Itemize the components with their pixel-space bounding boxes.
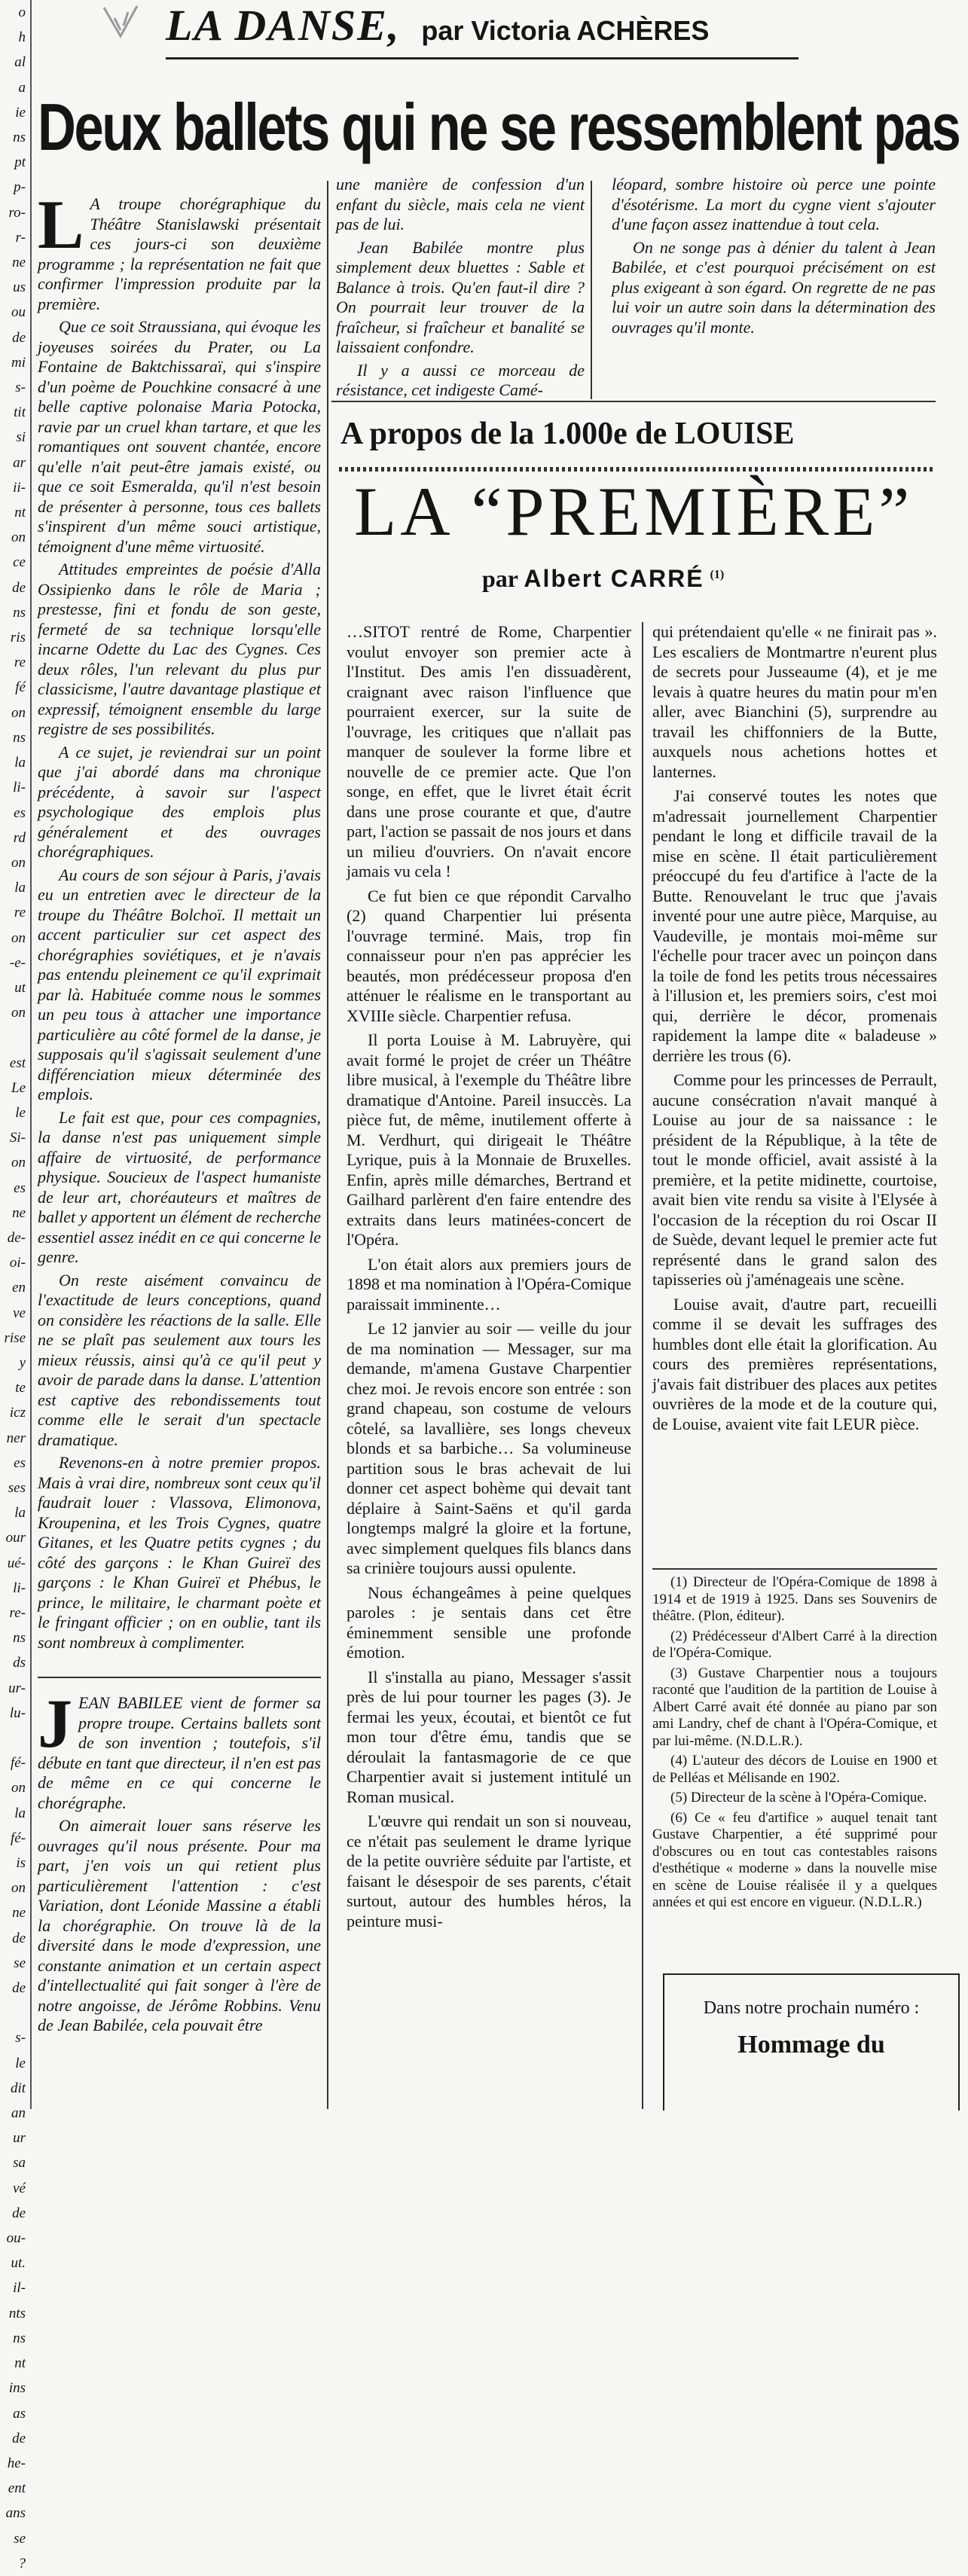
edge-fragment: ué- xyxy=(7,1555,26,1571)
edge-fragment: an xyxy=(11,2105,26,2122)
edge-fragment: Le xyxy=(11,1079,26,1096)
edge-fragment: le xyxy=(15,2055,26,2071)
edge-fragment: ans xyxy=(5,2505,26,2522)
edge-fragment: ve xyxy=(13,1305,26,1321)
edge-fragment: rd xyxy=(13,829,26,846)
paragraph: (1) Directeur de l'Opéra-Comique de 1898 à 1914 et de 1919 à 1925. Dans ses Souvenirs de théâtre. (Plon, éditeur). xyxy=(652,1574,937,1624)
edge-fragment: ns xyxy=(13,1630,26,1647)
article2-kicker: A propos de la 1.000e de LOUISE xyxy=(340,417,795,451)
edge-fragment: ds xyxy=(13,1655,26,1671)
edge-fragment: li- xyxy=(13,1579,26,1596)
edge-fragment: ut xyxy=(14,979,26,996)
paragraph: léopard, sombre histoire où perce une pointe d'ésotérisme. La mort du cygne vient s'ajouter d'une façon assez inattendue à tout cela. xyxy=(612,175,936,233)
edge-fragment: ur xyxy=(13,2130,26,2147)
edge-fragment: de xyxy=(12,2430,26,2446)
dropcap-j: J xyxy=(38,1685,72,1762)
article2-title: LA “PREMIÈRE” xyxy=(354,473,914,550)
headline: Deux ballets qui ne se ressemblent pas xyxy=(38,90,960,164)
edge-fragment: lu- xyxy=(9,1705,26,1721)
edge-fragment: sa xyxy=(13,2155,26,2172)
paragraph: …SITOT rentré de Rome, Charpentier voulut envoyer son premier acte à l'Institut. Des amis l'en dissuadèrent, craignant avec raison l'influence que pourraient exercer, sur la suite de l'ouvrage, les critiques que n'allait pas manquer de soulever la forme libre et nouvelle de ce premier acte. Que l'on songe, en effet, que le livret était écrit dans une prose courante et que, d'autre part, l'action se passait de nos jours et dans un milieu d'ouvriers. On n'avait encore jamais vu cela ! xyxy=(347,622,631,881)
paragraph: On ne songe pas à dénier du talent à Jean Babilée, et c'est pourquoi précisément on est plus exigeant à son égard. On regrette de ne pas lui voir un autre soin dans la détermination des ouvrages qu'il monte. xyxy=(612,237,936,337)
edge-fragment: ie xyxy=(15,104,26,121)
edge-fragment: dit xyxy=(10,2080,26,2096)
edge-fragment: ses xyxy=(8,1479,26,1496)
edge-fragment: s- xyxy=(15,380,26,396)
paragraph: Il porta Louise à M. Labruyère, qui avait formé le projet de créer un Théâtre libre musical, à l'exemple du Théâtre libre dramatique d'Antoine. Pareil insuccès. La pièce fut, de même, inutilement offerte à M. Verdhurt, qui dirigeait le Théâtre Lyrique, puis à la Monnaie de Bruxelles. Enfin, après mille démarches, Bertrand et Gailhard parlèrent d'en faire entendre des extraits dans leurs matinées-concert de l'Opéra. xyxy=(347,1030,631,1249)
paragraph: On reste aisément convaincu de l'exactitude de leurs conceptions, quand on considère les réactions de la salle. Elle ne se plaît pas seulement aux tours les mieux réussis, ainsi qu'à ce qu'il peut y avoir de parade dans la danse. L'attention est captive des rebondissements tout comme elle le serait d'un spectacle dramatique. xyxy=(38,1270,321,1449)
edge-fragment: ou- xyxy=(6,2230,26,2247)
paragraph: Ce fut bien ce que répondit Carvalho (2) quand Charpentier lui présenta l'ouvrage terminé. Mais, trop fin connaisseur pour n'en pas apprécier les beautés, mon prédécesseur proposa d'en atténuer le réalisme en le transportant au XVIIIe siècle. Charpentier refusa. xyxy=(347,886,631,1025)
edge-fragment: es xyxy=(14,1454,26,1471)
dropcap-l: L xyxy=(38,186,84,263)
edge-fragment: he- xyxy=(7,2455,26,2471)
edge-fragment: la xyxy=(14,1505,26,1521)
edge-fragment: si xyxy=(16,429,26,446)
edge-fragment: as xyxy=(13,2405,26,2422)
edge-fragment: de xyxy=(12,2205,26,2221)
edge-fragment: Si- xyxy=(9,1130,26,1146)
edge-fragment: a xyxy=(18,79,26,96)
edge-fragment: de xyxy=(12,329,26,346)
edge-fragment: icz xyxy=(9,1405,26,1421)
section-byline: par Victoria ACHÈRES xyxy=(421,15,710,46)
paragraph: (4) L'auteur des décors de Louise en 1900 et de Pelléas et Mélisande en 1902. xyxy=(652,1753,937,1786)
left-edge-fragments xyxy=(0,0,30,2571)
next-issue-label: Dans notre prochain numéro : xyxy=(703,1998,920,2018)
edge-fragment: ris xyxy=(10,630,26,646)
left-col-break-rule xyxy=(38,1677,321,1678)
edge-fragment xyxy=(0,1726,30,1750)
edge-fragment: re xyxy=(14,905,26,921)
edge-fragment: de xyxy=(12,1930,26,1946)
edge-fragment: on xyxy=(11,1780,26,1796)
edge-fragment: il- xyxy=(13,2280,26,2297)
section-title: LA DANSE, xyxy=(166,1,401,50)
edge-fragment: on xyxy=(11,854,26,871)
article2-column-a xyxy=(347,622,631,2109)
paragraph: Que ce soit Straussiana, qui évoque les joyeuses soirées du Prater, ou La Fontaine de Baktchissaraï, qui s'inspire d'un poème de Pouchkine consacré à une belle captive polonaise Maria Potocka, ravie par un cruel khan tartare, et que les romantiques ont souvent chantée, encore qu'elle n'ait peut-être jamais existé, ou que ce soit Esmeralda, qu'il n'est besoin de présenter à personne, tous ces ballets s'inspirent d'un même souci artistique, témoignent d'une même virtuosité. xyxy=(38,317,321,556)
article1-middle-column xyxy=(336,175,585,399)
edge-fragment: pt xyxy=(14,154,26,171)
paragraph: Le 12 janvier au soir — veille du jour de ma nomination — Messager, sur ma demande, m'amena Gustave Charpentier chez moi. Je revois encore son entrée : son grand chapeau, son costume de velours côtelé, sa lavallière, ses longs cheveux blonds et sa barbiche… Sa volumineuse partition sous le bras achevait de lui donner cet aspect bohème qui devait tant déplaire à Saint-Saëns et qu'il garda longtemps malgré la gloire et la fortune, avec simplement quelques fils blancs dans sa crinière toujours aussi opulente. xyxy=(347,1319,631,1577)
edge-fragment: on xyxy=(11,1005,26,1021)
paragraph: (2) Prédécesseur d'Albert Carré à la direction de l'Opéra-Comique. xyxy=(652,1628,937,1661)
edge-fragment: ro- xyxy=(8,204,26,221)
edge-fragment: vé xyxy=(13,2180,26,2196)
edge-fragment: ne xyxy=(12,1905,26,1921)
edge-fragment: al xyxy=(14,54,26,71)
edge-fragment: la xyxy=(14,755,26,771)
edge-fragment: en xyxy=(12,1280,26,1296)
article2-notes xyxy=(652,1574,937,1921)
edge-fragment: nt xyxy=(14,505,26,521)
paragraph: On aimerait louer sans réserve les ouvrages qu'il nous présente. Pour ma part, j'en vois un qui retient plus particulièrement l'attention : c'est Variation, dont Léonide Massine a établi la chorégraphie. On trouve là de la diversité dans le mode d'expression, une constante animation et un certain aspect d'intellectualité qui fait songer à l'ère de notre angoisse, de Jérôme Robbins. Venu de Jean Babilée, cela pouvait être xyxy=(38,1816,321,2034)
edge-fragment xyxy=(0,2001,30,2025)
edge-fragment: ne xyxy=(12,255,26,271)
paragraph: A ce sujet, je reviendrai sur un point que j'ai abordé dans ma chronique précédente, à savoir sur l'aspect psychologique des emplois plus généralement et des ouvrages chorégraphiques. xyxy=(38,742,321,861)
paragraph: Au cours de son séjour à Paris, j'avais eu un entretien avec le directeur de la troupe du Théâtre Bolchoï. Il mettait un accent particulier sur cet aspect des chorégraphies soviétiques, et je n'avais pas entendu pleinement ce qu'il exprimait par là. Habituée comme nous le sommes un peu tous à attacher une importance particulière au côté formel de la danse, je supposais qu'il s'agissait seulement d'une différenciation mieux déterminée des emplois. xyxy=(38,865,321,1103)
edge-fragment: ur- xyxy=(8,1680,26,1696)
byline-name: Albert CARRÉ xyxy=(524,565,704,592)
edge-fragment: ns xyxy=(13,604,26,621)
edge-fragment: tit xyxy=(14,404,26,421)
column-rule-2 xyxy=(591,181,592,399)
edge-fragment: on xyxy=(11,1880,26,1897)
paragraph: Louise avait, d'autre part, recueilli comme il se devait les suffrages des humbles dont elle était la glorification. Au cours des premières représentations, j'avais fait distribuer des places aux petites ouvrières de la mode et de la couture qui, de Louise, avaient vite fait LEUR pièce. xyxy=(652,1294,937,1433)
paragraph: Le fait est que, pour ces compagnies, la danse n'est pas uniquement simple affaire de virtuosité, de performance physique. Soucieux de l'aspect humaniste de leur art, choréauteurs et maîtres de ballet y apportent un élément de recherche essentiel assez inédit en ce qui concerne le genre. xyxy=(38,1107,321,1266)
edge-fragment: es xyxy=(14,804,26,821)
edge-fragment: ent xyxy=(8,2480,26,2497)
edge-fragment: rise xyxy=(4,1329,26,1346)
edge-fragment: re xyxy=(14,655,26,671)
edge-fragment: on xyxy=(11,1155,26,1171)
paragraph: (5) Directeur de la scène à l'Opéra-Comique. xyxy=(670,1790,927,1805)
paragraph: qui prétendaient qu'elle « ne finirait pas ». Les escaliers de Montmartre n'eurent plus de secrets pour Jusseaume (4), et je me levais à quatre heures du matin pour m'en aller, avec Bianchini (5), surprendre au travail les chiffonniers de la Butte, auxquels nous achetions hottes et lanternes. xyxy=(652,622,937,781)
article1-left-column-part2 xyxy=(38,1685,321,2109)
paragraph: Revenons-en à notre premier propos. Mais à vrai dire, nombreux sont ceux qu'il faudrait louer : Vlassova, Elimonova, Kroupenina, et les Trois Cygnes, quatre Gitanes, et les Quatre petits cygnes ; du côté des garçons : le Khan Guireï des garçons : le Khan Guireï et Phébus, le prince, le militaire, le charmant poète et le fringant officier ; on en oublie, tant ils sont nombreux à complimenter. xyxy=(38,1453,321,1652)
byline-par: par xyxy=(482,565,518,592)
edge-fragment: ns xyxy=(13,729,26,746)
paragraph: une manière de confession d'un enfant du siècle, mais cela ne vient pas de lui. xyxy=(336,175,585,233)
edge-fragment: mi xyxy=(11,354,26,371)
edge-fragment: -e- xyxy=(9,954,26,971)
paragraph: (6) Ce « feu d'artifice » auquel tenait tant Gustave Charpentier, a été supprimé pour d'obscures ou en tout cas contestables raisons d'esthétique « moderne » dans la nouvelle mise en scène de Louise réalisée il y a quelques années et qui est encore en vigueur. (N.D.L.R.) xyxy=(652,1809,937,1910)
edge-fragment: ner xyxy=(6,1430,26,1446)
edge-fragment: ? xyxy=(18,2555,26,2571)
edge-fragment: fé xyxy=(15,679,26,696)
edge-fragment: our xyxy=(5,1530,26,1546)
edge-fragment: le xyxy=(15,1104,26,1121)
paragraph: Il s'installa au piano, Messager s'assit près de lui pour tourner les pages (3). Je fermai les yeux, écoutai, et bientôt ce fut mon tour d'être ému, tandis que se déroulait la fantasmagorie de ce que Charpentier avait si justement intitulé un Roman musical. xyxy=(347,1667,631,1806)
edge-fragment: ut. xyxy=(11,2255,26,2272)
edge-fragment: es xyxy=(14,1180,26,1196)
article2-byline xyxy=(482,565,904,603)
edge-fragment: on xyxy=(11,530,26,546)
paragraph: Il y a aussi ce morceau de résistance, cet indigeste Camé- xyxy=(336,360,585,399)
edge-fragment: de- xyxy=(7,1229,26,1246)
edge-fragment: la xyxy=(14,880,26,896)
edge-fragment: y xyxy=(19,1354,26,1371)
paragraph: (3) Gustave Charpentier nous a toujours raconté que l'audition de la partition de Louise à Albert Carré avait été donnée au piano par son ami Landry, chef de chant à l'Opéra-Comique, et par lui-même. (N.D.L.R.). xyxy=(652,1665,937,1749)
edge-fragment: de xyxy=(12,579,26,596)
next-issue-box xyxy=(663,1973,960,2111)
edge-fragment: ins xyxy=(8,2380,26,2397)
paragraph: Nous échangeâmes à peine quelques paroles : je sentais dans cet être éminemment sensible une profonde émotion. xyxy=(347,1583,631,1662)
column-rule-1 xyxy=(327,181,328,2109)
edge-fragment: s- xyxy=(15,2030,26,2046)
paragraph: A troupe chorégraphique du Théâtre Stanislawski présentait ces jours-ci son deuxième programme ; la représentation ne fait que confirmer l'impression produite par la première. xyxy=(38,194,321,313)
edge-fragment: se xyxy=(14,2530,26,2547)
edge-fragment: ii- xyxy=(13,479,26,496)
paragraph: J'ai conservé toutes les notes que m'adressait journellement Charpentier pendant le long et difficile travail de la mise en scène. Il était particulièrement préoccupé du feu d'artifice à l'acte de la Butte. Renouvelant le truc que j'avais inventé pour une autre pièce, Marquise, au Vaudeville, je montais moi-même sur l'échelle pour tracer avec un poinçon dans la toile de fond les petits trous nécessaires à l'illusion et, les premiers soirs, c'est moi qui, derrière le décor, promenais rapidement la lampe dite « baladeuse » derrière les trous (6). xyxy=(652,786,937,1065)
notes-rule xyxy=(652,1568,937,1570)
article2-top-rule xyxy=(331,401,936,402)
paragraph: Attitudes empreintes de poésie d'Alla Ossipienko dans le rôle de Maria ; prestesse, fini et fondu de son geste, fermeté de sa technique lorsqu'elle incarne Odette du Lac des Cygnes. Ces deux rôles, l'un relevant du plus pur classicisme, l'autre davantage plastique et expressif, témoignent ensemble du large registre de ses possibilités. xyxy=(38,560,321,738)
edge-fragment: de xyxy=(12,1980,26,1997)
edge-fragment: p- xyxy=(14,179,26,196)
edge-fragment: h xyxy=(18,29,26,46)
column-rule-3 xyxy=(642,622,643,2109)
article1-right-column xyxy=(612,175,936,399)
edge-fragment: fé- xyxy=(10,1830,26,1846)
fleur-icon xyxy=(98,3,143,41)
edge-fragment: ar xyxy=(13,454,26,471)
edge-fragment: ne xyxy=(12,1204,26,1221)
paragraph: EAN BABILEE vient de former sa propre troupe. Certains ballets sont de son invention ; toutefois, s'il débute en tant que directeur, il n'en est pas de même en ce qui concerne le chorégraphe. xyxy=(38,1693,321,1812)
left-edge-rule xyxy=(30,0,32,2109)
edge-fragment: is xyxy=(16,1855,26,1872)
article2-column-b xyxy=(652,622,937,1564)
edge-fragment: nts xyxy=(8,2305,26,2321)
edge-fragment: ce xyxy=(13,554,26,571)
edge-fragment: est xyxy=(9,1055,26,1071)
edge-fragment: us xyxy=(13,279,26,296)
edge-fragment: nt xyxy=(14,2355,26,2372)
edge-fragment: o xyxy=(18,5,26,20)
paragraph: L'on était alors aux premiers jours de 1898 et ma nomination à l'Opéra-Comique paraissait imminente… xyxy=(347,1254,631,1314)
edge-fragment: se xyxy=(14,1955,26,1971)
paragraph: Jean Babilée montre plus simplement deux bluettes : Sable et Balance à trois. Qu'en faut-il dire ? On pourrait leur trouver de la fraîcheur, si fraîcheur et banalité se laissaient confondre. xyxy=(336,237,585,356)
edge-fragment: fé- xyxy=(10,1755,26,1772)
edge-fragment: on xyxy=(11,704,26,721)
edge-fragment xyxy=(0,1025,30,1050)
section-header xyxy=(166,0,799,54)
edge-fragment: re- xyxy=(9,1605,26,1621)
header-rule xyxy=(166,57,799,60)
edge-fragment: ns xyxy=(13,130,26,146)
edge-fragment: li- xyxy=(13,780,26,796)
edge-fragment: r- xyxy=(15,229,26,246)
article1-left-column xyxy=(38,186,321,1716)
paragraph: Comme pour les princesses de Perrault, aucune consécration n'avait manqué à Louise au jour de sa naissance : le président de la République, à la tête de tout le monde officiel, avait assisté à la première, et la petite midinette, courtoise, avait bien vite rendu sa visite à l'Elysée à l'occasion de la réception du roi Oscar II de Suède, devant lequel le premier acte fut représenté dans le grand salon des tapisseries où j'aménageais une scène. xyxy=(652,1070,937,1289)
edge-fragment: ou xyxy=(11,304,26,321)
edge-fragment: te xyxy=(15,1380,26,1396)
edge-fragment: ns xyxy=(13,2330,26,2346)
edge-fragment: on xyxy=(11,929,26,946)
paragraph: L'œuvre qui rendait un son si nouveau, ce n'était pas seulement le drame lyrique de la petite ouvrière séduite par l'artiste, et faisant le désespoir de ses parents, c'était surtout, autour des humbles héros, la peinture musi- xyxy=(347,1811,631,1930)
edge-fragment: la xyxy=(14,1805,26,1821)
byline-note: (1) xyxy=(710,568,725,581)
next-issue-title: Hommage du xyxy=(737,2031,885,2059)
edge-fragment: oi- xyxy=(9,1255,26,1271)
